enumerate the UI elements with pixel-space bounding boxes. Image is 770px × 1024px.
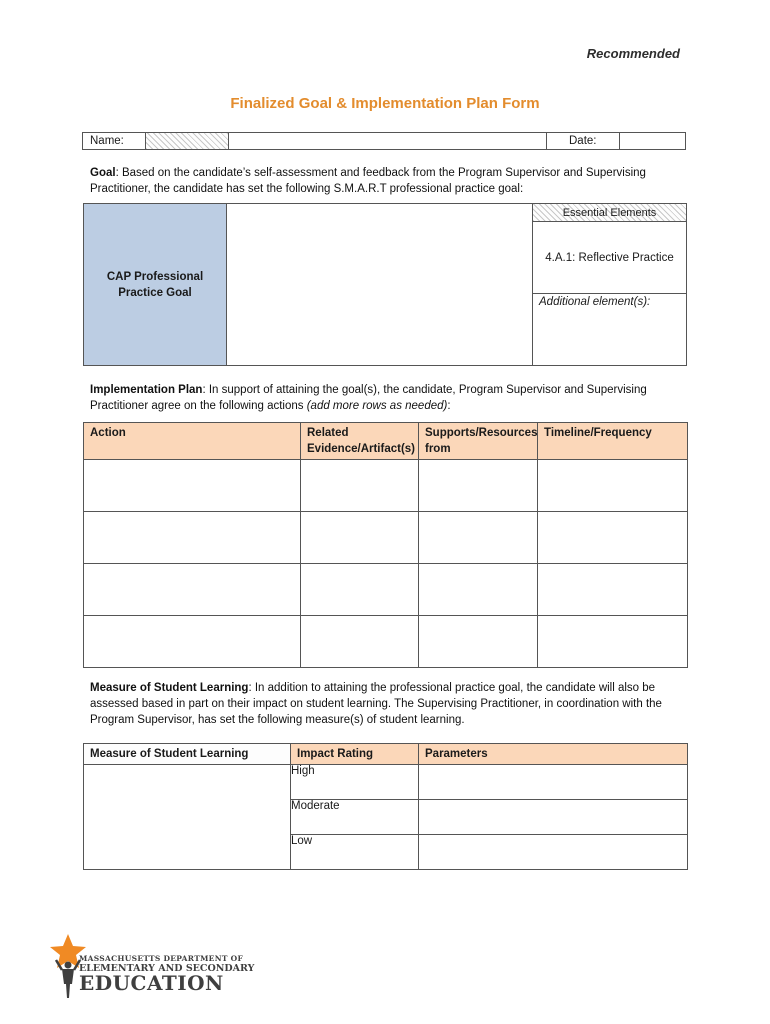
cap-goal-label-line1: CAP Professional [106, 270, 204, 283]
measure-table [83, 743, 688, 870]
parameters-high[interactable] [419, 765, 688, 800]
goal-intro-bold: Goal [90, 167, 116, 179]
goal-intro-text: : Based on the candidate’s self-assessment and feedback from the Program Supervisor and Supervising Practitioner, the candidate has set the following S.M.A.R.T professional practice goal: [90, 167, 646, 195]
table-row [84, 616, 688, 668]
table-row [84, 460, 688, 512]
col-evidence: Related Evidence/Artifact(s) [301, 423, 419, 460]
table-row [84, 512, 688, 564]
measure-cell[interactable] [84, 765, 291, 870]
timeline-cell[interactable] [538, 564, 688, 616]
measure-intro [90, 680, 680, 728]
additional-elements-label: Additional element(s): [539, 296, 651, 308]
col-measure: Measure of Student Learning [84, 744, 291, 765]
name-field[interactable] [228, 133, 546, 149]
timeline-cell[interactable] [538, 616, 688, 668]
supports-cell[interactable] [419, 564, 538, 616]
col-supports: Supports/Resources from [419, 423, 538, 460]
rating-low: Low [291, 835, 419, 870]
logo-line-1: MASSACHUSETTS DEPARTMENT OF [79, 954, 244, 963]
col-parameters: Parameters [419, 744, 688, 765]
table-row [84, 765, 688, 800]
action-cell[interactable] [84, 616, 301, 668]
measure-intro-text: : In addition to attaining the professional practice goal, the candidate will also be assessed based in part on their impact on student learning. The Supervising Practitioner, in coordination with the Program Supervisor, has set the following measure(s) of student learning. [90, 682, 662, 726]
action-cell[interactable] [84, 564, 301, 616]
rating-high: High [291, 765, 419, 800]
implementation-header-row [84, 423, 688, 460]
col-action: Action [84, 423, 301, 460]
implementation-intro-italic: (add more rows as needed) [306, 400, 448, 412]
col-impact-rating: Impact Rating [291, 744, 419, 765]
essential-elements-panel [532, 204, 686, 365]
cap-goal-label [84, 204, 227, 365]
logo-line-2: ELEMENTARY AND SECONDARY [79, 963, 255, 974]
parameters-moderate[interactable] [419, 800, 688, 835]
rating-moderate: Moderate [291, 800, 419, 835]
supports-cell[interactable] [419, 616, 538, 668]
goal-intro [90, 165, 680, 197]
essential-elements-header: Essential Elements [533, 204, 686, 222]
name-label-shading [145, 133, 228, 149]
element-reflective-practice: 4.A.1: Reflective Practice [533, 222, 686, 294]
name-date-row [82, 132, 686, 150]
evidence-cell[interactable] [301, 616, 419, 668]
timeline-cell[interactable] [538, 512, 688, 564]
date-field[interactable] [619, 133, 685, 149]
recommended-label: Recommended [586, 46, 680, 61]
implementation-intro [90, 382, 680, 414]
parameters-low[interactable] [419, 835, 688, 870]
goal-text-field[interactable] [227, 204, 532, 365]
cap-goal-label-line2: Practice Goal [118, 286, 192, 299]
evidence-cell[interactable] [301, 460, 419, 512]
col-timeline: Timeline/Frequency [538, 423, 688, 460]
implementation-intro-text: : In support of attaining the goal(s), the candidate, Program Supervisor and Supervising Practitioner agree on the following actions [90, 384, 647, 412]
measure-header-row [84, 744, 688, 765]
evidence-cell[interactable] [301, 564, 419, 616]
evidence-cell[interactable] [301, 512, 419, 564]
measure-intro-bold: Measure of Student Learning [90, 682, 249, 694]
implementation-intro-bold: Implementation Plan [90, 384, 203, 396]
name-label: Name: [83, 133, 145, 149]
supports-cell[interactable] [419, 512, 538, 564]
table-row [84, 564, 688, 616]
date-label: Date: [546, 133, 619, 149]
action-cell[interactable] [84, 460, 301, 512]
supports-cell[interactable] [419, 460, 538, 512]
form-title: Finalized Goal & Implementation Plan Form [230, 95, 540, 112]
logo-line-3: EDUCATION [79, 971, 224, 995]
goal-box [83, 203, 687, 366]
timeline-cell[interactable] [538, 460, 688, 512]
implementation-table [83, 422, 688, 668]
action-cell[interactable] [84, 512, 301, 564]
implementation-intro-end: : [447, 400, 451, 412]
